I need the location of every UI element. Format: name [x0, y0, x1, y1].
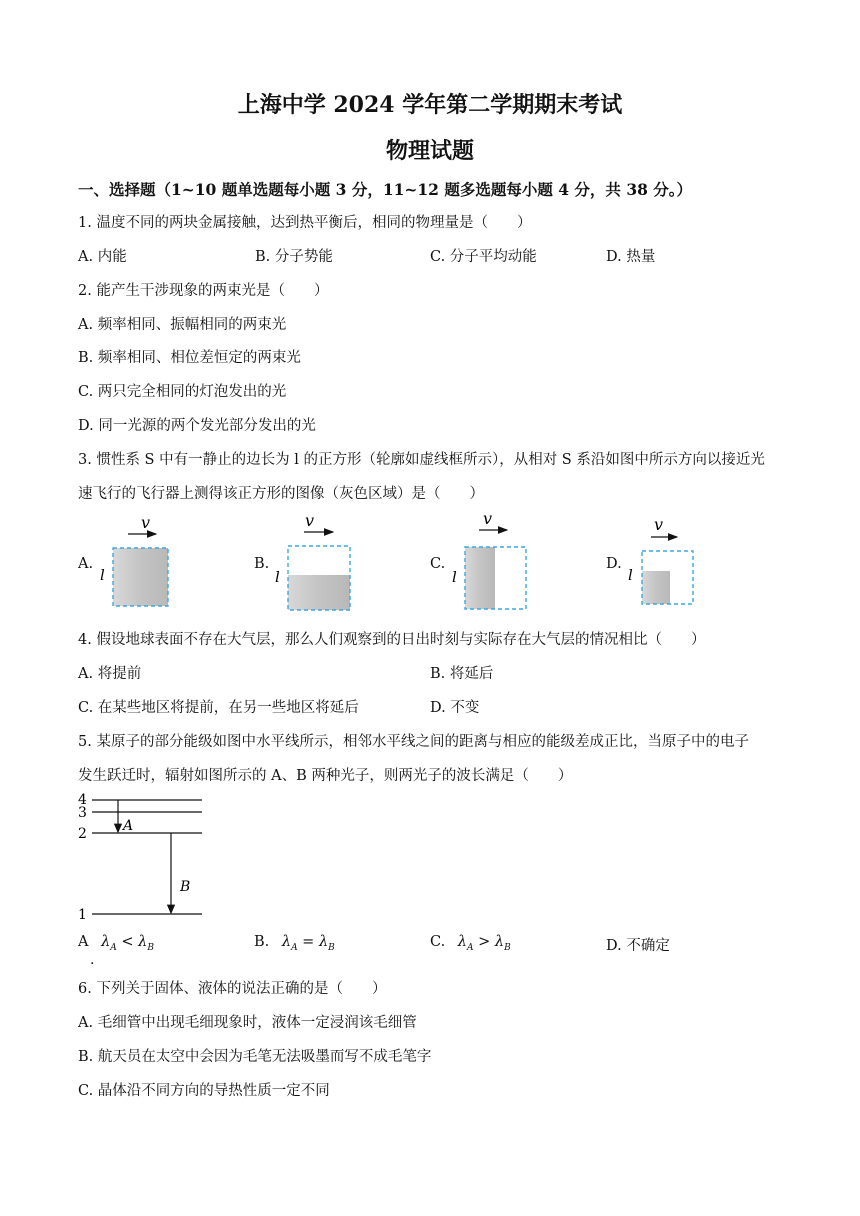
- q1-option-b: B. 分子势能: [255, 249, 333, 265]
- q4-option-c: C. 在某些地区将提前，在另一些地区将延后: [78, 700, 359, 716]
- q1-option-d: D. 热量: [606, 249, 656, 265]
- length-label-b: l: [275, 568, 280, 586]
- level-label-1: 1: [78, 907, 87, 923]
- transition-label-a: A: [123, 818, 134, 834]
- q5-option-b-letter: B.: [254, 934, 270, 950]
- q6-option-a: A. 毛细管中出现毛细现象时，液体一定浸润该毛细管: [78, 1015, 417, 1031]
- question-4-stem: 4. 假设地球表面不存在大气层，那么人们观察到的日出时刻与实际存在大气层的情况相比（ ）: [78, 632, 706, 648]
- question-6-stem: 6. 下列关于固体、液体的说法正确的是（ ）: [78, 981, 387, 997]
- gray-shape-b: [288, 575, 350, 610]
- q5-option-d: D. 不确定: [606, 938, 670, 954]
- q2-option-c: C. 两只完全相同的灯泡发出的光: [78, 384, 287, 400]
- length-label-d: l: [628, 566, 633, 584]
- question-3-stem-line2: 速飞行的飞行器上测得该正方形的图像（灰色区域）是（ ）: [78, 486, 484, 502]
- q3-figure-a: [100, 513, 168, 606]
- question-5-stem-line2: 发生跃迁时，辐射如图所示的 A、B 两种光子，则两光子的波长满足（ ）: [78, 768, 573, 784]
- q3-option-d: D.: [606, 556, 622, 572]
- question-2-stem: 2. 能产生干涉现象的两束光是（ ）: [78, 283, 329, 299]
- velocity-label-d: v: [654, 515, 664, 534]
- velocity-label-a: v: [141, 513, 151, 532]
- q4-option-b: B. 将延后: [430, 666, 494, 682]
- question-5-stem-line1: 5. 某原子的部分能级如图中水平线所示，相邻水平线之间的距离与相应的能级差成正比，当原子中的电子: [78, 734, 749, 750]
- q5-option-c-formula: $\lambda_A > \lambda_B$: [457, 934, 511, 953]
- q2-option-a: A. 频率相同、振幅相同的两束光: [78, 317, 287, 333]
- level-label-3: 3: [78, 805, 87, 821]
- q5-option-c-letter: C.: [430, 934, 446, 950]
- q3-option-c: C.: [430, 556, 446, 572]
- gray-shape-c: [465, 547, 495, 609]
- question-1-stem: 1. 温度不同的两块金属接触，达到热平衡后，相同的物理量是（ ）: [78, 215, 532, 231]
- gray-shape-a: [113, 548, 168, 606]
- q6-option-c: C. 晶体沿不同方向的导热性质一定不同: [78, 1083, 330, 1099]
- gray-shape-d: [642, 571, 670, 604]
- velocity-label-b: v: [305, 511, 315, 530]
- q3-figure-b: [275, 511, 350, 610]
- section-heading: 一、选择题（1~10 题单选题每小题 3 分，11~12 题多选题每小题 4 分，共 38 分。）: [78, 180, 693, 199]
- q2-option-b: B. 频率相同、相位差恒定的两束光: [78, 350, 301, 366]
- length-label-c: l: [452, 568, 457, 586]
- q5-stray-dot: .: [90, 952, 95, 968]
- exam-title: 上海中学 2024 学年第二学期期末考试: [237, 92, 623, 118]
- q5-option-c: [430, 934, 511, 953]
- q5-option-a-letter: A: [78, 934, 89, 950]
- q4-option-d: D. 不变: [430, 700, 480, 716]
- q4-option-a: A. 将提前: [78, 666, 142, 682]
- q1-option-c: C. 分子平均动能: [430, 249, 537, 265]
- q3-option-b: B.: [254, 556, 270, 572]
- q3-figure-c: [452, 509, 526, 609]
- q5-option-b-formula: $\lambda_A = \lambda_B$: [281, 934, 335, 953]
- subject-title: 物理试题: [385, 138, 474, 164]
- length-label-a: l: [100, 566, 105, 584]
- q3-figure-d: [628, 515, 693, 604]
- q2-option-d: D. 同一光源的两个发光部分发出的光: [78, 418, 316, 434]
- level-label-2: 2: [78, 826, 87, 842]
- level-label-4: 4: [78, 792, 87, 808]
- q1-option-a: A. 内能: [78, 249, 127, 265]
- q5-option-a: [78, 934, 154, 953]
- q5-option-b: [254, 934, 335, 953]
- q3-option-a: A.: [78, 556, 94, 572]
- question-3-stem-line1: 3. 惯性系 S 中有一静止的边长为 l 的正方形（轮廓如虚线框所示），从相对 S 系沿如图中所示方向以接近光: [78, 452, 765, 468]
- q5-option-a-formula: $\lambda_A < \lambda_B$: [101, 934, 154, 953]
- energy-level-diagram: [70, 788, 220, 923]
- q6-option-b: B. 航天员在太空中会因为毛笔无法吸墨而写不成毛笔字: [78, 1049, 432, 1065]
- q3-diagrams: [0, 500, 860, 620]
- velocity-label-c: v: [483, 509, 493, 528]
- transition-label-b: B: [180, 879, 191, 895]
